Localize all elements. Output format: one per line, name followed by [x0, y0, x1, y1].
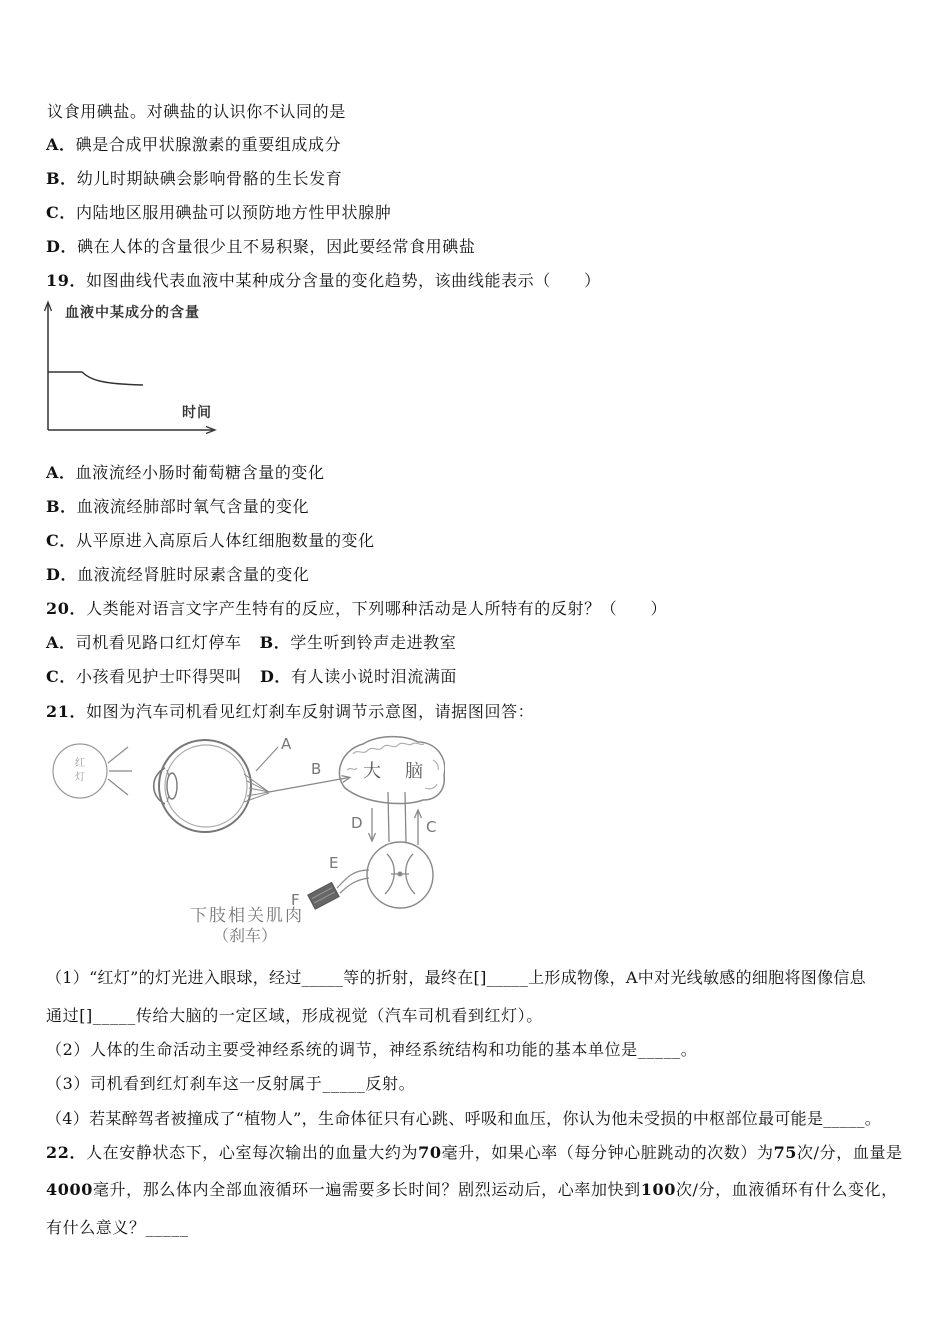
option-text: 内陆地区服用碘盐可以预防地方性甲状腺肿 — [75, 203, 392, 222]
eyeball-outer — [159, 740, 251, 832]
text-segment: 毫升，那么体内全部血液循环一遍需要多长时间？剧烈运动后，心率加快到 — [92, 1180, 641, 1199]
spinal-tract-left — [388, 792, 389, 842]
option-text: 司机看见路口红灯停车 — [75, 633, 242, 652]
red-light-char-2: 灯 — [75, 772, 85, 783]
question-number: 21． — [46, 702, 87, 721]
q21-sub1-line1: （1）“红灯”的灯光进入眼球，经过_____等的折射，最终在[]_____上形成物像，A中对光线敏感的细胞将图像信息 — [46, 968, 866, 987]
option-text: 小孩看见护士吓得哭叫 — [75, 667, 242, 686]
option-text: 有人读小说时泪流满面 — [291, 667, 458, 686]
label-e: E — [329, 854, 339, 872]
option-label: B． — [46, 169, 77, 188]
q19-curve-figure — [40, 296, 225, 441]
option-text: 血液流经小肠时葡萄糖含量的变化 — [75, 463, 325, 482]
content-curve — [48, 372, 143, 385]
muscle-block — [308, 882, 339, 909]
label-a-pointer — [256, 747, 278, 771]
light-ray — [108, 747, 128, 763]
muscle-rect — [308, 882, 339, 909]
q19-option-c — [46, 531, 375, 551]
number-segment: 100 — [640, 1180, 676, 1199]
q21-sub4: （4）若某醉驾者被撞成了“植物人”，生命体征只有心跳、呼吸和血压，你认为他未受损的中枢部位最可能是_____。 — [46, 1109, 882, 1128]
q22-line1 — [46, 1143, 903, 1163]
option-text: 血液流经肺部时氧气含量的变化 — [76, 497, 310, 516]
q20-options-row-2 — [46, 667, 457, 687]
label-f: F — [291, 891, 300, 909]
text-segment: 次/分，血液循环有什么变化， — [675, 1180, 898, 1199]
q21-sub2: （2）人体的生命活动主要受神经系统的调节，神经系统结构和功能的基本单位是_____。 — [46, 1040, 698, 1059]
label-d: D — [351, 814, 363, 832]
brain-char-1: 大 — [363, 761, 381, 782]
option-text: 幼儿时期缺碘会影响骨骼的生长发育 — [76, 169, 343, 188]
q19-stem — [46, 271, 601, 291]
q20-options-row-1 — [46, 633, 456, 653]
label-b: B — [311, 760, 322, 778]
option-label: D． — [259, 667, 292, 686]
option-label: A． — [46, 633, 76, 652]
number-segment: 4000 — [46, 1180, 93, 1199]
red-light-char-1: 红 — [75, 758, 85, 769]
question-number: 22． — [46, 1143, 87, 1162]
optic-nerve-path — [269, 778, 349, 793]
number-segment: 70 — [418, 1143, 442, 1162]
q18-option-c — [46, 203, 391, 223]
q18-stem-tail: 议食用碘盐。对碘盐的认识你不认同的是 — [47, 102, 346, 121]
question-stem: 人类能对语言文字产生特有的反应，下列哪种活动是人所特有的反射？（ ） — [86, 599, 668, 618]
brain-gyri — [347, 760, 438, 789]
question-number: 19． — [46, 271, 87, 290]
option-label: A． — [46, 463, 76, 482]
option-label: C． — [46, 203, 76, 222]
q18-option-d — [46, 237, 475, 257]
q20-stem — [46, 599, 667, 619]
q22-line3: 有什么意义？_____ — [46, 1218, 189, 1237]
option-text: 血液流经肾脏时尿素含量的变化 — [77, 565, 310, 584]
q21-reflex-diagram — [45, 730, 445, 950]
text-segment: 人在安静状态下，心室每次输出的血量大约为 — [86, 1143, 419, 1162]
q21-sub1-line2: 通过[]_____传给大脑的一定区域，形成视觉（汽车司机看到红灯）。 — [46, 1006, 543, 1025]
label-a: A — [281, 735, 292, 753]
option-label: D． — [46, 237, 78, 256]
option-label: C． — [46, 667, 76, 686]
brain-char-2: 脑 — [405, 761, 423, 782]
option-text: 碘是合成甲状腺激素的重要组成成分 — [75, 135, 342, 154]
text-segment: 次/分，血量是 — [797, 1143, 903, 1162]
q18-option-b — [46, 169, 342, 189]
central-canal — [398, 872, 403, 877]
option-label: B． — [46, 497, 77, 516]
q19-option-a — [46, 463, 325, 483]
label-c: C — [426, 818, 437, 836]
q21-sub3: （3）司机看到红灯刹车这一反射属于_____反射。 — [46, 1074, 416, 1093]
brake-label: （刹车） — [213, 926, 278, 945]
question-stem: 如图为汽车司机看见红灯刹车反射调节示意图，请据图回答： — [86, 702, 535, 721]
spinal-tract-right — [405, 792, 406, 842]
question-stem: 如图曲线代表血液中某种成分含量的变化趋势，该曲线能表示（ ） — [86, 271, 601, 290]
number-segment: 75 — [773, 1143, 798, 1162]
muscle-label: 下肢相关肌肉 — [190, 906, 304, 926]
q21-stem — [46, 702, 534, 722]
q19-option-d — [46, 565, 309, 585]
light-ray — [108, 779, 128, 795]
brain-gyri — [353, 743, 424, 754]
red-light-circle — [53, 744, 107, 798]
y-axis-label: 血液中某成分的含量 — [65, 305, 200, 321]
q19-option-b — [46, 497, 309, 517]
q22-line2 — [46, 1180, 898, 1200]
question-number: 20． — [46, 599, 87, 618]
q18-option-a — [46, 135, 341, 155]
option-text: 碘在人体的含量很少且不易积聚，因此要经常食用碘盐 — [77, 237, 476, 256]
x-axis-label: 时间 — [182, 405, 212, 421]
text-segment: 毫升，如果心率（每分钟心脏跳动的次数）为 — [441, 1143, 774, 1162]
option-label: B． — [259, 633, 291, 652]
option-text: 学生听到铃声走进教室 — [290, 633, 457, 652]
option-label: D． — [46, 565, 78, 584]
option-text: 从平原进入高原后人体红细胞数量的变化 — [75, 531, 375, 550]
option-label: A． — [46, 135, 76, 154]
efferent-nerve — [337, 870, 369, 893]
option-label: C． — [46, 531, 76, 550]
